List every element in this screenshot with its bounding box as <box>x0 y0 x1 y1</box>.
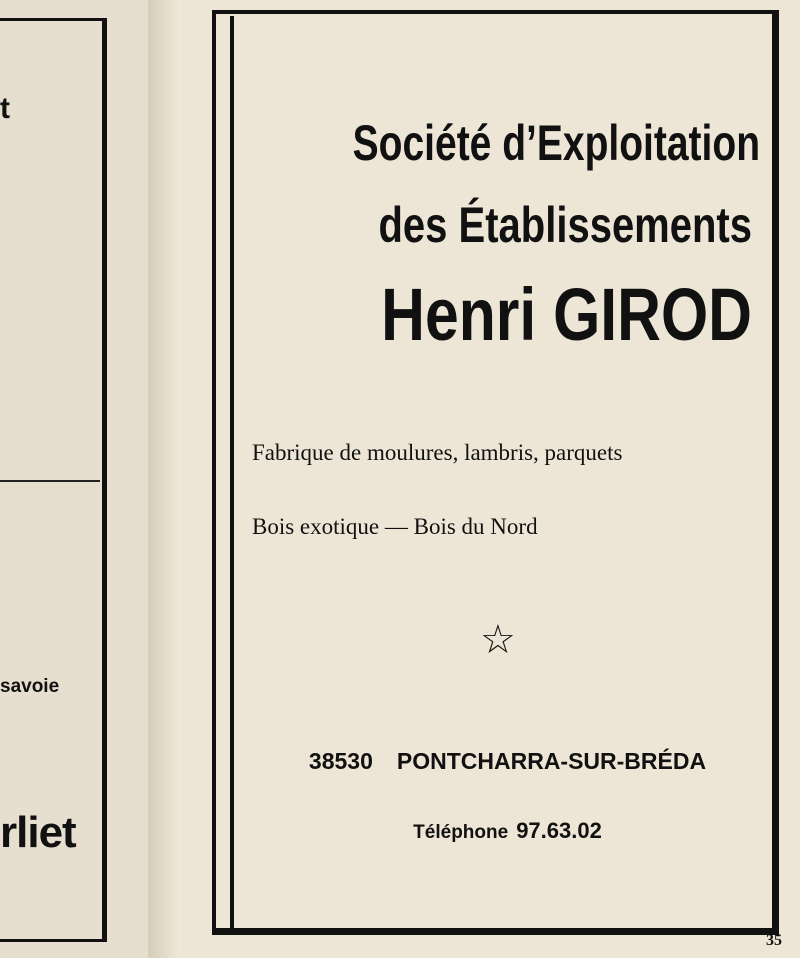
ad-title-line-1: Société d’Exploitation <box>352 115 761 171</box>
ad-postal-code: 38530 <box>308 748 373 774</box>
ad-city: PONTCHARRA-SUR-BRÉDA <box>396 748 707 774</box>
previous-page-fragment-bottom: rliet <box>0 808 76 857</box>
previous-page-fragment-middle: savoie <box>0 676 60 697</box>
ad-products-line: Fabrique de moulures, lambris, parquets <box>252 440 623 465</box>
ad-address <box>230 748 785 775</box>
previous-page-divider <box>0 480 100 482</box>
ad-phone-label: Téléphone <box>413 822 509 843</box>
ad-title-line-2: des Établissements <box>378 197 752 253</box>
ad-phone <box>230 818 785 844</box>
star-icon: ☆ <box>480 617 516 663</box>
page-number: 35 <box>766 932 782 949</box>
previous-page <box>0 0 160 958</box>
ad-woods-line: Bois exotique — Bois du Nord <box>252 514 538 539</box>
ad-company-name: Henri GIROD <box>381 273 752 356</box>
previous-page-fragment-top: t <box>0 92 10 125</box>
ad-phone-number: 97.63.02 <box>516 818 602 843</box>
book-gutter <box>148 0 180 958</box>
